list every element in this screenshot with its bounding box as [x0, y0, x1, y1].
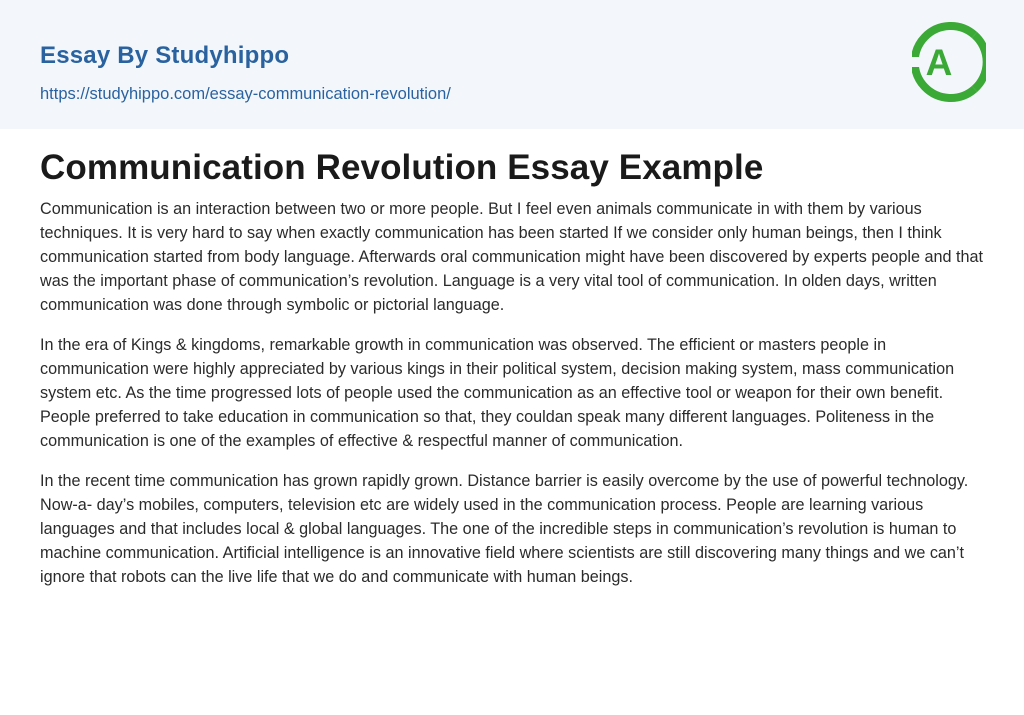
source-url-link[interactable]: https://studyhippo.com/essay-communication-revolution/	[40, 85, 451, 103]
article-title: Communication Revolution Essay Example	[40, 148, 764, 187]
article	[0, 129, 1024, 589]
article-paragraph-2: In the era of Kings & kingdoms, remarkable growth in communication was observed. The efficient or masters people in communication were highly appreciated by various kings in their political system, decision making system, mass communication system etc. As the time progressed lots of people used the communication as an effective tool or weapon for their own benefit. People preferred to take education in communication so that, they couldan speak many different languages. Politeness in the communication is one of the examples of effective & respectful manner of communication.	[40, 336, 955, 450]
logo-letter: A	[925, 42, 953, 83]
studyhippo-logo-icon	[912, 19, 986, 105]
site-title[interactable]: Essay By Studyhippo	[40, 42, 290, 69]
article-paragraph-3: In the recent time communication has grown rapidly grown. Distance barrier is easily overcome by the use of powerful technology. Now-a- day’s mobiles, computers, television etc are widely used in the communication process. People are learning various languages and that includes local & global languages. The one of the incredible steps in communication’s revolution is human to machine communication. Artificial intelligence is an innovative field where scientists are still discovering many things and we can’t ignore that robots can the live life that we do and communicate with human beings.	[40, 472, 969, 586]
page-header	[0, 0, 1024, 129]
article-paragraph-1: Communication is an interaction between two or more people. But I feel even animals communicate in with them by various techniques. It is very hard to say when exactly communication has been started If we consider only human beings, then I think communication started from body language. Afterwards oral communication might have been discovered by experts people and that was the important phase of communication’s revolution. Language is a very vital tool of communication. In olden days, written communication was done through symbolic or pictorial language.	[40, 200, 984, 314]
